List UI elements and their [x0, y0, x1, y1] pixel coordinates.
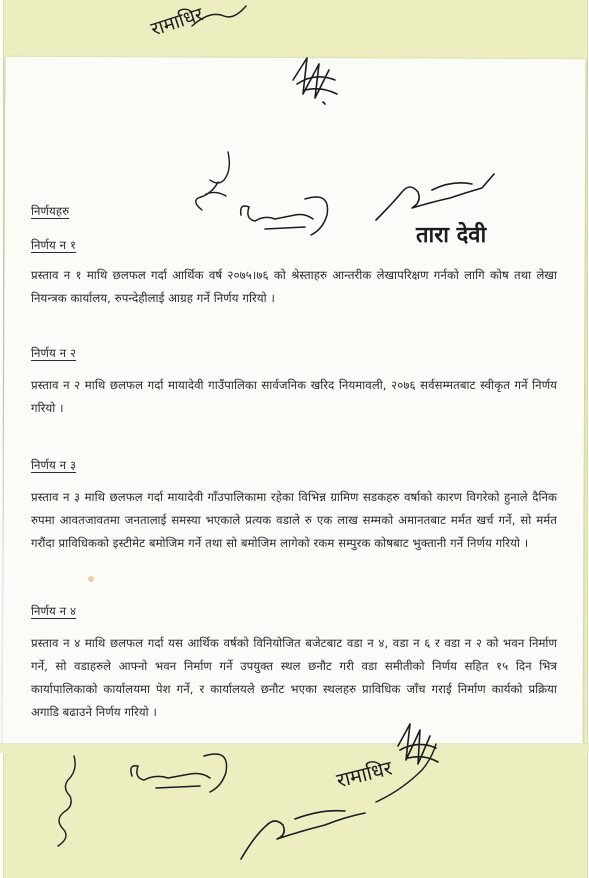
signature-mark-bottom-3 — [235, 785, 385, 865]
signature-mark-bottom-flourish — [372, 740, 442, 810]
paper-stain — [88, 576, 94, 582]
decision-3-heading: निर्णय न ३ — [31, 458, 77, 472]
signature-mark-top-flourish — [190, 2, 250, 32]
signature-mark-bottom-left — [44, 750, 94, 850]
decision-3-body: प्रस्ताव न ३ माथि छलफल गर्दा मायादेवी गाँउपालिकामा रहेका विभिन्न ग्रामिण सडकहरु वर्षाको कारण विगरेको हुनाले दैनिक रुपमा आवतजावतमा जनतालाई समस्या भएकाले प्रत्यक वडाले रु एक लाख सम्मको अमानतबाट मर्मत खर्च गर्ने, सो मर्मत गरौंदा प्राविधिकको इस्टीमेट बमोजिम गर्ने तथा सो बमोजिम लागेको रकम सम्पुरक कोषबाट भुक्तानी गर्ने निर्णय गरियो । — [31, 490, 557, 550]
signature-mark-bottom-2 — [126, 740, 246, 800]
handwritten-signature-bottom: रामाधिर — [334, 755, 395, 793]
decision-2-heading: निर्णय न २ — [31, 346, 77, 360]
handwritten-signature-top: रामाधिर — [148, 3, 206, 41]
decision-1-body: प्रस्ताव न १ माथि छलफल गर्दा आर्थिक वर्ष २०७५।७६ को श्रेस्ताहरु आन्तरीक लेखापरिक्षण गर्नको लागि कोष तथा लेखा नियन्त्रक कार्यालय, रुपन्देहीलाई आग्रह गर्ने निर्णय गरियो । — [31, 268, 557, 305]
section-title: निर्णयहरु — [31, 204, 70, 218]
decision-4-heading: निर्णय न ४ — [31, 604, 77, 618]
handwritten-name-tara-devi: तारा देवी — [416, 223, 487, 248]
decision-1-heading: निर्णय न १ — [31, 238, 77, 252]
decision-2-body: प्रस्ताव न २ माथि छलफल गर्दा मायादेवी गाउँपालिका सार्वजनिक खरिद नियमावली, २०७६ सर्वसम्मतबाट स्वीकृत गर्ने निर्णय गरियो । — [31, 378, 557, 415]
initials-scribble-top — [285, 50, 345, 110]
decision-4-body: प्रस्ताव न ४ माथि छलफल गर्दा यस आर्थिक वर्षको विनियोजित बजेटबाट वडा न ४, वडा न ६ र वडा न २ को भवन निर्माण गर्ने, सो वडाहरुले आफ्नो भवन निर्माण गर्ने उपयुक्त स्थल छनौट गरी वडा समीतीको निर्णय सहित १५ दिन भित्र कार्यापालिकाको कार्यालयमा पेश गर्ने, र कार्यालयले छनौट भएका स्थलहरु प्राविधिक जाँच गराई निर्माण कार्यको प्रक्रिया अगाडि बढाउने निर्णय गरियो । — [31, 636, 557, 719]
